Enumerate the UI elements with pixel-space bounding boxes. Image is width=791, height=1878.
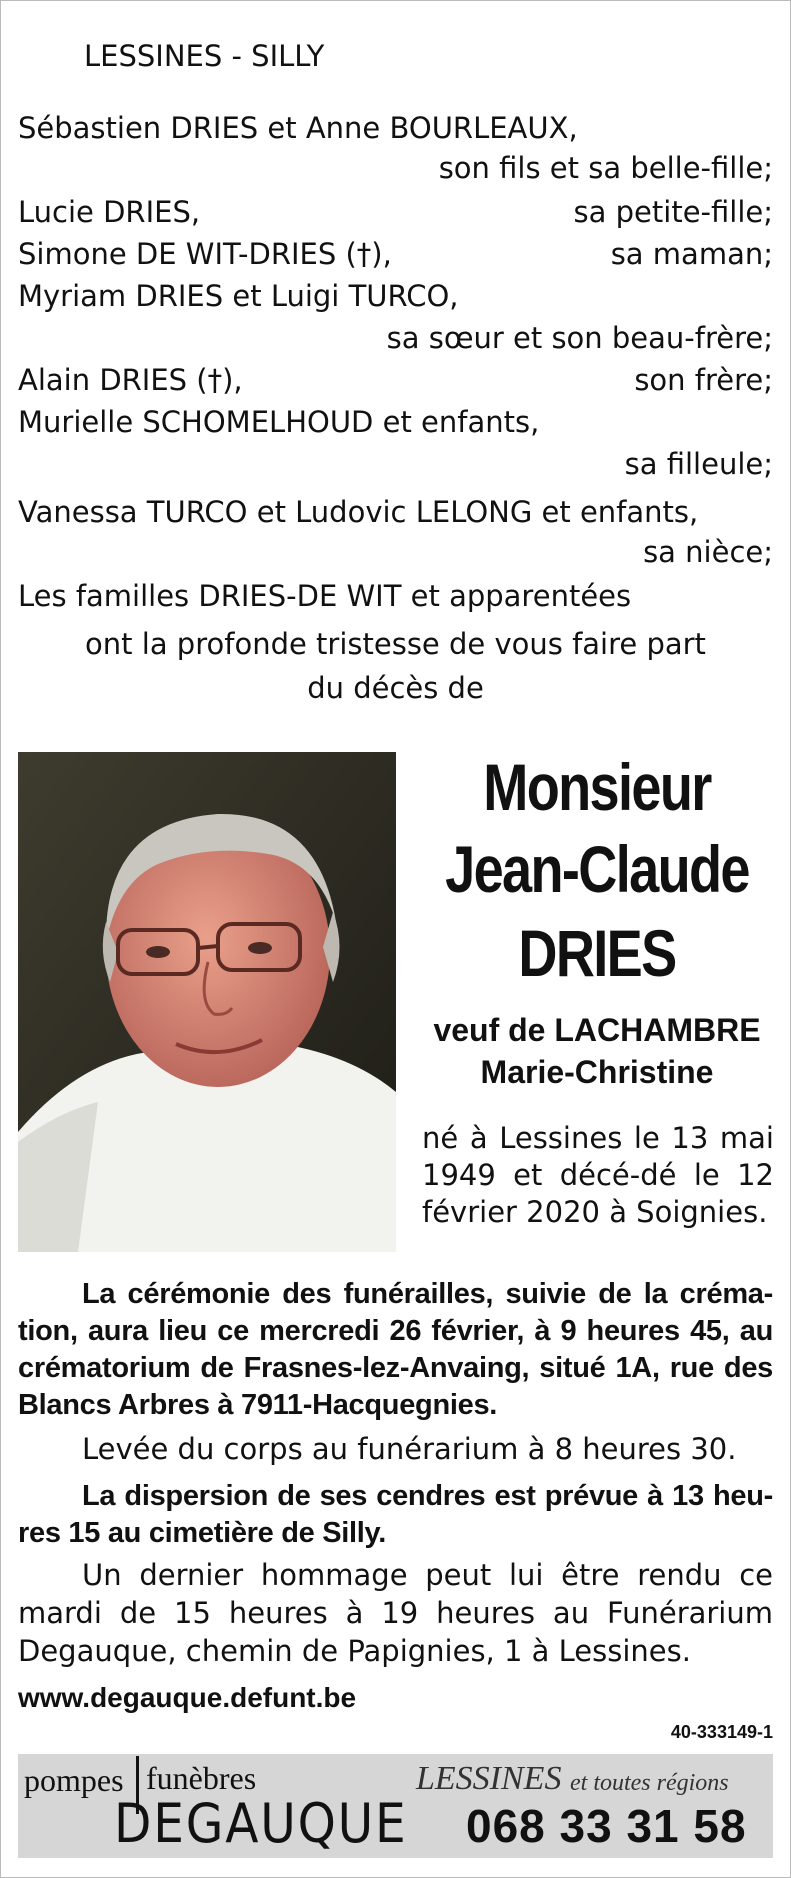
announcement-line-3: du décès de	[307, 671, 484, 705]
announcement-line-2: ont la profonde tristesse de vous faire part	[85, 627, 706, 661]
location-header: LESSINES - SILLY	[84, 39, 325, 73]
family-relation-3: sa maman;	[610, 237, 773, 271]
family-name-7: Vanessa TURCO et Ludovic LELONG et enfants,	[18, 495, 699, 529]
deceased-title: Monsieur	[483, 750, 711, 824]
family-name-2: Lucie DRIES,	[18, 195, 201, 229]
deceased-first-name: Jean-Claude	[445, 832, 749, 906]
footer-phone[interactable]: 068 33 31 58	[466, 1800, 747, 1852]
hommage-text: Un dernier hommage peut lui être rendu ce mardi de 15 heures à 19 heures au Funérarium Degauque, chemin de Papignies, 1 à Lessines.	[18, 1558, 773, 1668]
family-relation-1: son fils et sa belle-fille;	[438, 151, 773, 185]
website-link[interactable]: www.degauque.defunt.be	[18, 1682, 357, 1713]
footer-funebres: funèbres	[146, 1760, 257, 1796]
footer-regions: et toutes régions	[570, 1770, 729, 1796]
deceased-photo	[18, 752, 396, 1252]
reference-number: 40-333149-1	[670, 1722, 773, 1742]
deceased-last-name: DRIES	[518, 916, 676, 990]
footer-pompes: pompes	[24, 1762, 124, 1798]
announcement-line-1: Les familles DRIES-DE WIT et apparentées	[18, 579, 632, 613]
family-name-1: Sébastien DRIES et Anne BOURLEAUX,	[18, 111, 578, 145]
family-relation-6: sa filleule;	[624, 447, 773, 481]
family-name-6: Murielle SCHOMELHOUD et enfants,	[18, 405, 540, 439]
footer-city: LESSINES	[416, 1760, 562, 1797]
family-name-4: Myriam DRIES et Luigi TURCO,	[18, 279, 459, 313]
family-relation-5: son frère;	[634, 363, 773, 397]
funeral-home-banner	[18, 1754, 773, 1858]
dispersion-text: La dispersion de ses cendres est prévue à 13 heu-res 15 au cimetière de Silly.	[18, 1480, 773, 1549]
footer-brand-logo: DEGAUQUE	[114, 1792, 408, 1855]
portrait-image	[18, 752, 396, 1252]
family-relation-2: sa petite-fille;	[573, 195, 773, 229]
family-relation-7: sa nièce;	[643, 535, 773, 569]
levee-text: Levée du corps au funérarium à 8 heures 30.	[82, 1432, 737, 1466]
ceremony-text: La cérémonie des funérailles, suivie de la créma-tion, aura lieu ce mercredi 26 février, à 9 heures 45, au crématorium de Frasnes-lez-Anvaing, situé 1A, rue des Blancs Arbres à 7911-Hacquegnies.	[18, 1278, 773, 1421]
widow-line-1: veuf de LACHAMBRE	[433, 1012, 761, 1048]
widow-line-2: Marie-Christine	[480, 1054, 714, 1090]
family-relation-4: sa sœur et son beau-frère;	[386, 321, 773, 355]
birth-death-text: né à Lessines le 13 mai 1949 et décé-dé le 12 février 2020 à Soignies.	[422, 1121, 774, 1229]
family-name-5: Alain DRIES (†),	[18, 363, 243, 397]
family-name-3: Simone DE WIT-DRIES (†),	[18, 237, 392, 271]
